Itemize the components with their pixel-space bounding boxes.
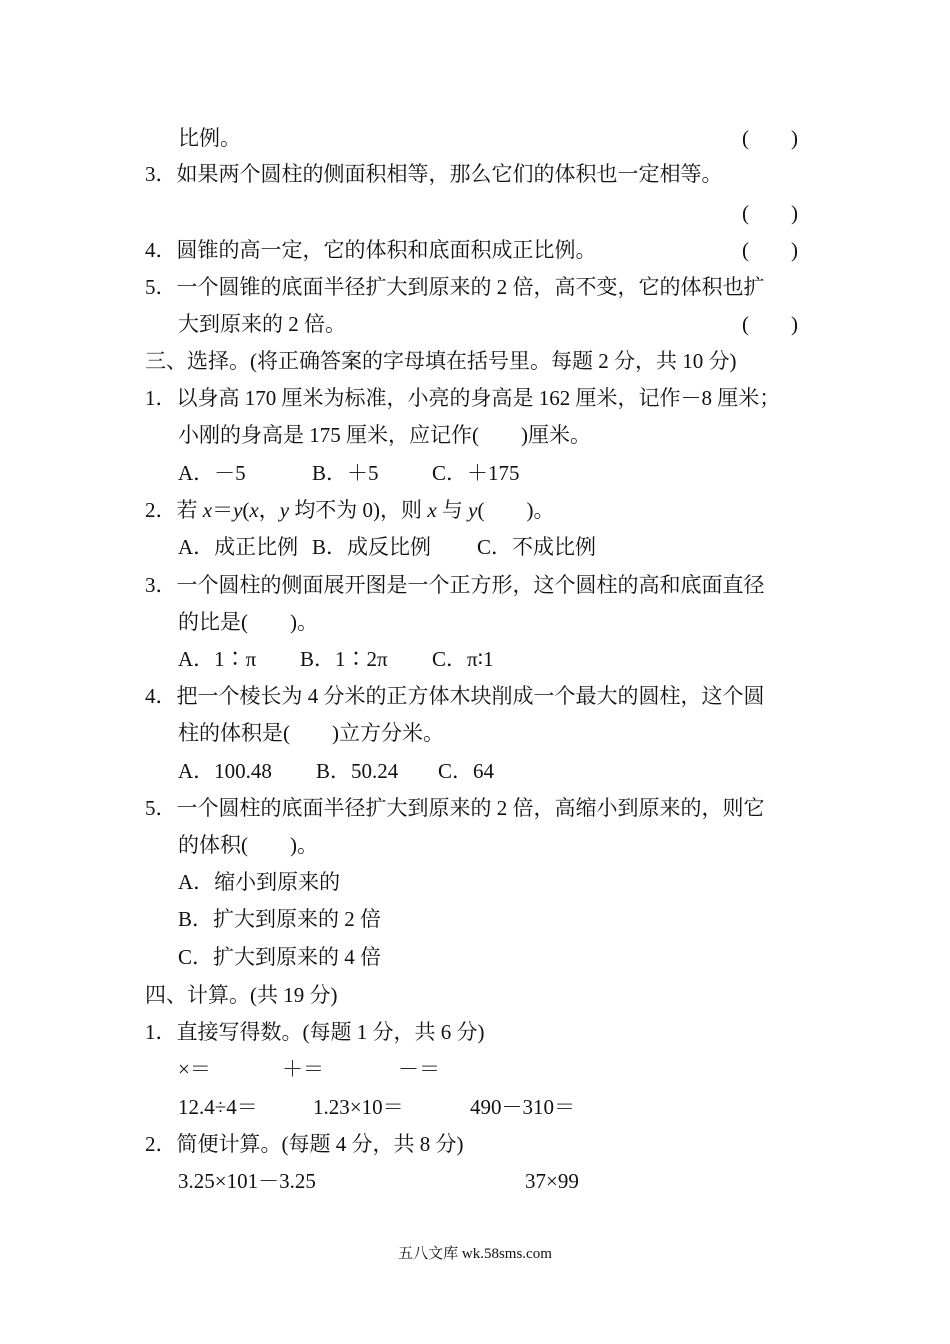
choice-q2: 2．若 x＝y(x，y 均不为 0)，则 x 与 y( )。 xyxy=(145,498,555,522)
calc-q1-item-3: －＝ xyxy=(398,1057,440,1081)
choice-q5-option-b[interactable]: B．扩大到原来的 2 倍 xyxy=(178,907,382,931)
choice-q3-option-b[interactable]: B．1∶2π xyxy=(300,647,388,671)
judge-q5-answer-paren[interactable]: ( ) xyxy=(742,312,798,336)
choice-q3-line1: 3．一个圆柱的侧面展开图是一个正方形，这个圆柱的高和底面直径 xyxy=(145,573,765,597)
choice-q4-line2: 柱的体积是( )立方分米。 xyxy=(178,721,444,745)
calc-q2-item-2: 37×99 xyxy=(525,1169,579,1193)
judge-q2-continuation: 比例。 xyxy=(178,126,241,150)
choice-q2-option-b[interactable]: B．成反比例 xyxy=(312,535,432,559)
choice-q3-option-a[interactable]: A．1∶π xyxy=(178,647,257,671)
choice-q1-option-b[interactable]: B．＋5 xyxy=(312,461,379,485)
choice-q4-option-b[interactable]: B．50.24 xyxy=(316,759,399,783)
calc-q1: 1．直接写得数。(每题 1 分，共 6 分) xyxy=(145,1020,485,1044)
calc-q2-item-1: 3.25×101－3.25 xyxy=(178,1169,316,1193)
choice-q1-option-c[interactable]: C．＋175 xyxy=(432,461,520,485)
judge-q3-answer-paren[interactable]: ( ) xyxy=(742,201,798,225)
section-4-heading: 四、计算。(共 19 分) xyxy=(145,983,338,1007)
choice-q4-option-a[interactable]: A．100.48 xyxy=(178,759,272,783)
choice-q5-option-a[interactable]: A．缩小到原来的 xyxy=(178,870,341,894)
calc-q2: 2．简便计算。(每题 4 分，共 8 分) xyxy=(145,1132,464,1156)
section-3-heading: 三、选择。(将正确答案的字母填在括号里。每题 2 分，共 10 分) xyxy=(145,349,737,373)
calc-q1-item-6: 490－310＝ xyxy=(470,1095,575,1119)
judge-q4-answer-paren[interactable]: ( ) xyxy=(742,238,798,262)
choice-q1-line2: 小刚的身高是 175 厘米，应记作( )厘米。 xyxy=(178,423,591,447)
judge-q2-answer-paren[interactable]: ( ) xyxy=(742,126,798,150)
choice-q5-line1: 5．一个圆柱的底面半径扩大到原来的 2 倍，高缩小到原来的，则它 xyxy=(145,796,765,820)
calc-q1-item-5: 1.23×10＝ xyxy=(313,1095,404,1119)
judge-q3: 3．如果两个圆柱的侧面积相等，那么它们的体积也一定相等。 xyxy=(145,162,723,186)
calc-q1-item-4: 12.4÷4＝ xyxy=(178,1095,258,1119)
choice-q1-option-a[interactable]: A．－5 xyxy=(178,461,246,485)
choice-q5-option-c[interactable]: C．扩大到原来的 4 倍 xyxy=(178,945,382,969)
choice-q3-line2: 的比是( )。 xyxy=(178,610,318,634)
calc-q1-item-1: ×＝ xyxy=(178,1057,211,1081)
judge-q5-line1: 5．一个圆锥的底面半径扩大到原来的 2 倍，高不变，它的体积也扩 xyxy=(145,275,765,299)
judge-q4: 4．圆锥的高一定，它的体积和底面积成正比例。 xyxy=(145,238,597,262)
choice-q2-option-c[interactable]: C．不成比例 xyxy=(477,535,597,559)
choice-q4-line1: 4．把一个棱长为 4 分米的正方体木块削成一个最大的圆柱，这个圆 xyxy=(145,684,765,708)
choice-q1-line1: 1．以身高 170 厘米为标准，小亮的身高是 162 厘米，记作－8 厘米； xyxy=(145,386,781,410)
choice-q2-option-a[interactable]: A．成正比例 xyxy=(178,535,299,559)
calc-q1-item-2: ＋＝ xyxy=(282,1057,324,1081)
judge-q5-line2: 大到原来的 2 倍。 xyxy=(178,312,346,336)
choice-q5-line2: 的体积( )。 xyxy=(178,833,318,857)
choice-q4-option-c[interactable]: C．64 xyxy=(438,759,495,783)
choice-q3-option-c[interactable]: C．π∶1 xyxy=(432,647,494,671)
footer-watermark: 五八文库 wk.58sms.com xyxy=(398,1246,552,1262)
